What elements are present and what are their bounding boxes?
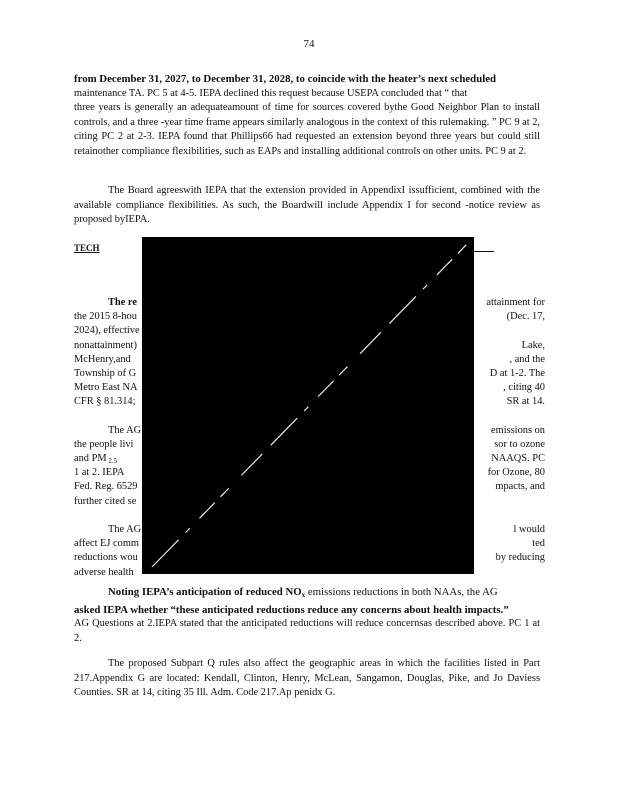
noting-rest: AG Questions at 2.IEPA stated that the anticipated reductions will reduce concernsas described above. PC 1 at 2. bbox=[74, 618, 540, 644]
nox-subscript: x bbox=[301, 591, 306, 599]
paragraph-noting-iepa bbox=[74, 585, 540, 646]
partial-line: CFR § 81.314; bbox=[74, 396, 136, 408]
paragraph-extension-request bbox=[74, 72, 540, 160]
partial-line: SR at 14. bbox=[506, 396, 545, 408]
subpart-q-text: The proposed Subpart Q rules also affect the geographic areas in which the facilities listed in Part 217.Appendix G are located: Kendall, Clinton, Henry, McLean, Sangamon, Douglas, Pike, and Jo Daviess Counties. SR at 14, citing 35 Ill. Adm. Code 217.Ap penidx G. bbox=[74, 658, 540, 699]
heading-text: TECH bbox=[74, 243, 100, 253]
pm-subscript: 2.5 bbox=[106, 457, 118, 466]
partial-line: Fed. Reg. 6529 bbox=[74, 481, 138, 493]
partial-line: McHenry,and bbox=[74, 353, 131, 365]
page-number: 74 bbox=[303, 38, 315, 50]
board-agrees-text: The Board agreeswith IEPA that the extension provided in AppendixI issufficient, combined with the available compliance flexibilities. As such, the Boardwill include Appendix I for second -notice review as proposed byIEPA. bbox=[74, 185, 540, 226]
line-2-text: maintenance TA. PC 5 at 4-5. IEPA declined this request because USEPA concluded that “ that bbox=[74, 87, 468, 99]
partial-line bbox=[475, 324, 545, 338]
partial-line: Township of G bbox=[74, 367, 137, 379]
redaction-artifact-line bbox=[142, 237, 474, 574]
line-2 bbox=[74, 87, 540, 102]
partial-right-column bbox=[475, 296, 545, 580]
heading-underline bbox=[474, 251, 494, 252]
partial-line: sor to ozone bbox=[494, 438, 545, 450]
partial-line: adverse health bbox=[74, 566, 134, 578]
partial-line: , citing 40 bbox=[503, 382, 545, 394]
partial-line: 2024), effective bbox=[74, 325, 140, 337]
partial-line: l would bbox=[513, 524, 545, 535]
partial-line bbox=[475, 509, 545, 523]
partial-line: reductions wou bbox=[74, 552, 138, 564]
paragraph-subpart-q bbox=[74, 657, 540, 701]
line-1: from December 31, 2027, to December 31, 2028, to coincide with the heater’s next scheduled bbox=[74, 73, 496, 85]
partial-line: D at 1-2. The bbox=[489, 367, 545, 379]
noting-line-1a: Noting IEPA’s anticipation of reduced NO bbox=[108, 586, 302, 598]
partial-line: ted bbox=[532, 538, 545, 550]
partial-line: NAAQS. PC bbox=[491, 453, 545, 465]
partial-line: The AG bbox=[108, 524, 142, 535]
partial-line bbox=[475, 410, 545, 424]
noting-line-1b: emissions reductions in both NAAs, the AG bbox=[305, 586, 498, 598]
rest: three years is generally an adequateamount of time for sources covered bythe Good Neighbor Plan to install controls, and a three -year time frame appears similarly analogous in the context of this rulemaking. ” PC 9 at 2, citing PC 2 at 2-3. IEPA found that Phillips66 had requested an extension beyond three years but could still retainother compliance flexibilities, such as EAPs and installing additional controls on other units. PC 9 at 2. bbox=[74, 102, 540, 157]
partial-line: mpacts, and bbox=[495, 481, 545, 493]
paragraph-board-agrees bbox=[74, 184, 540, 228]
partial-line: The re bbox=[108, 297, 137, 308]
partial-line: attainment for bbox=[486, 297, 545, 308]
partial-line: 1 at 2. IEPA bbox=[74, 467, 125, 479]
partial-line: and PM $_{2.5}$ bbox=[74, 453, 118, 466]
partial-line: further cited se bbox=[74, 495, 137, 507]
partial-line: by reducing bbox=[495, 552, 545, 564]
partial-line: the 2015 8-hou bbox=[74, 311, 137, 323]
partial-line bbox=[475, 566, 545, 580]
partial-line: emissions on bbox=[491, 424, 545, 436]
partial-line: (Dec. 17, bbox=[506, 311, 545, 323]
partial-line: the people livi bbox=[74, 438, 134, 450]
partial-line: The AG bbox=[108, 424, 142, 436]
redaction-box bbox=[142, 237, 474, 574]
partial-line: , and the bbox=[509, 353, 545, 365]
partial-line: Metro East NA bbox=[74, 382, 138, 394]
noting-line-1 bbox=[74, 585, 540, 603]
partial-line: Lake, bbox=[521, 339, 545, 351]
partial-line: nonattainment) bbox=[74, 339, 137, 351]
noting-line-2: asked IEPA whether “these anticipated reductions reduce any concerns about health impacts.” bbox=[74, 603, 509, 616]
partial-line: for Ozone, 80 bbox=[487, 467, 545, 479]
partial-line: affect EJ comm bbox=[74, 538, 140, 550]
partial-line bbox=[475, 495, 545, 509]
